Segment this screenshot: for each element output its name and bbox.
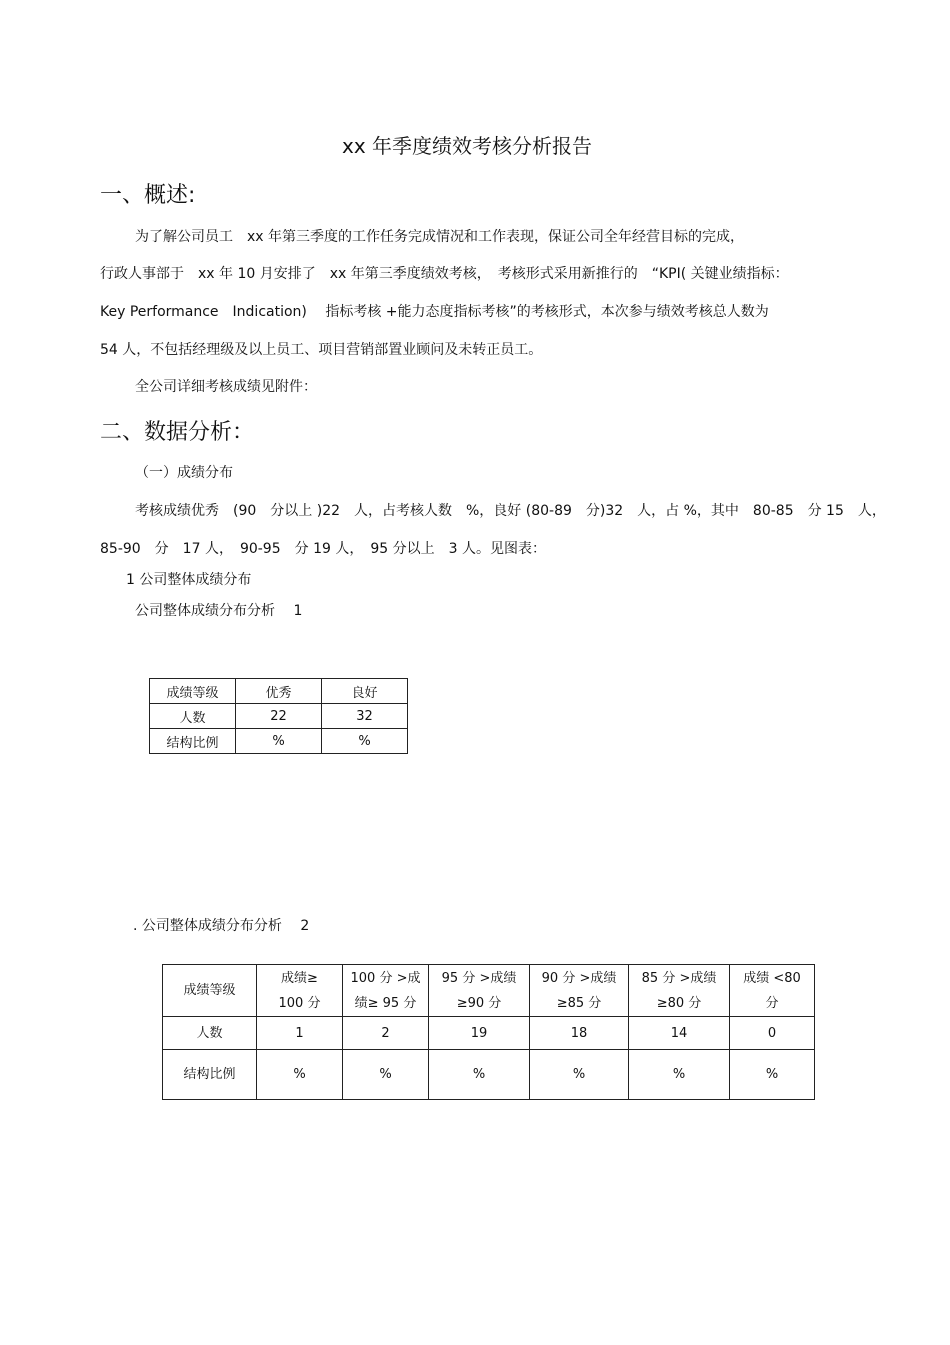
table-cell: 0 [730,1017,815,1050]
table-cell: 结构比例 [150,729,236,754]
analysis-line-2: 85-90 分 17 人， 90-95 分 19 人， 95 分以上 3 人。见图表： [100,541,546,557]
table-cell: 成绩等级 [150,679,236,704]
figure-label: 1 公司整体成绩分布 [126,572,252,588]
table-header-cell [257,965,343,1017]
page-title: xx 年季度绩效考核分析报告 [342,134,593,158]
table-cell: 结构比例 [163,1050,257,1100]
header-line: 分 [765,995,779,1011]
table-cell: 18 [530,1017,629,1050]
header-line: 100 分 >成 [350,970,421,986]
table-header-cell [530,965,629,1017]
subsection-heading: （一）成绩分布 [135,465,233,481]
table-header-cell [163,965,257,1017]
table-cell: 1 [257,1017,343,1050]
table-row [163,1017,815,1050]
table-cell: 良好 [322,679,408,704]
table-row [150,679,408,704]
table-cell: 14 [629,1017,730,1050]
header-line: 成绩等级 [183,983,236,998]
attachment-note: 全公司详细考核成绩见附件： [135,379,317,395]
header-line: 95 分 >成绩 [441,970,517,986]
table-header-cell [629,965,730,1017]
table-cell: 32 [322,704,408,729]
table-cell: 22 [236,704,322,729]
header-line: 成绩 <80 [743,970,801,986]
section-heading-overview: 一、概述: [100,183,196,208]
table-cell: 2 [343,1017,429,1050]
table-cell: % [530,1050,629,1100]
header-line: ≥90 分 [456,995,502,1011]
table-row [150,704,408,729]
table-cell: 19 [429,1017,530,1050]
overview-line-3: Key Performance Indication) 指标考核 +能力态度指标考核”的考核形式，本次参与绩效考核总人数为 [100,304,769,320]
table-cell: % [322,729,408,754]
table-row [163,965,815,1017]
table-cell: % [429,1050,530,1100]
table-row [150,729,408,754]
table-cell: % [629,1050,730,1100]
score-distribution-table-2 [162,964,815,1100]
table-cell: 人数 [150,704,236,729]
header-line: 100 分 [278,995,321,1011]
table-cell: % [236,729,322,754]
header-line: 85 分 >成绩 [641,970,717,986]
table-row [163,1050,815,1100]
analysis-line-1: 考核成绩优秀 (90 分以上 )22 人，占考核人数 %，良好 (80-89 分)32 人，占 %，其中 80-85 分 15 人， [135,503,886,519]
table-cell: 人数 [163,1017,257,1050]
section-heading-analysis: 二、数据分析： [100,420,255,445]
header-line: 绩≥ 95 分 [354,995,417,1011]
table1-caption: 公司整体成绩分布分析 1 [135,603,303,619]
table-cell: % [343,1050,429,1100]
table-header-cell [429,965,530,1017]
header-line: ≥80 分 [656,995,702,1011]
table2-caption: . 公司整体成绩分布分析 2 [133,918,310,934]
header-line: 成绩≥ [281,970,318,986]
table-cell: % [730,1050,815,1100]
header-line: 90 分 >成绩 [541,970,617,986]
overview-line-1: 为了解公司员工 xx 年第三季度的工作任务完成情况和工作表现，保证公司全年经营目标的完成， [135,229,745,245]
overview-line-4: 54 人，不包括经理级及以上员工、项目营销部置业顾问及未转正员工。 [100,342,543,358]
score-distribution-table-1 [149,678,408,754]
table-cell: % [257,1050,343,1100]
table-cell: 优秀 [236,679,322,704]
header-line: ≥85 分 [556,995,602,1011]
table-header-cell [343,965,429,1017]
overview-line-2: 行政人事部于 xx 年 10 月安排了 xx 年第三季度绩效考核， 考核形式采用新推行的 “KPI( 关键业绩指标： [100,266,789,282]
table-header-cell [730,965,815,1017]
